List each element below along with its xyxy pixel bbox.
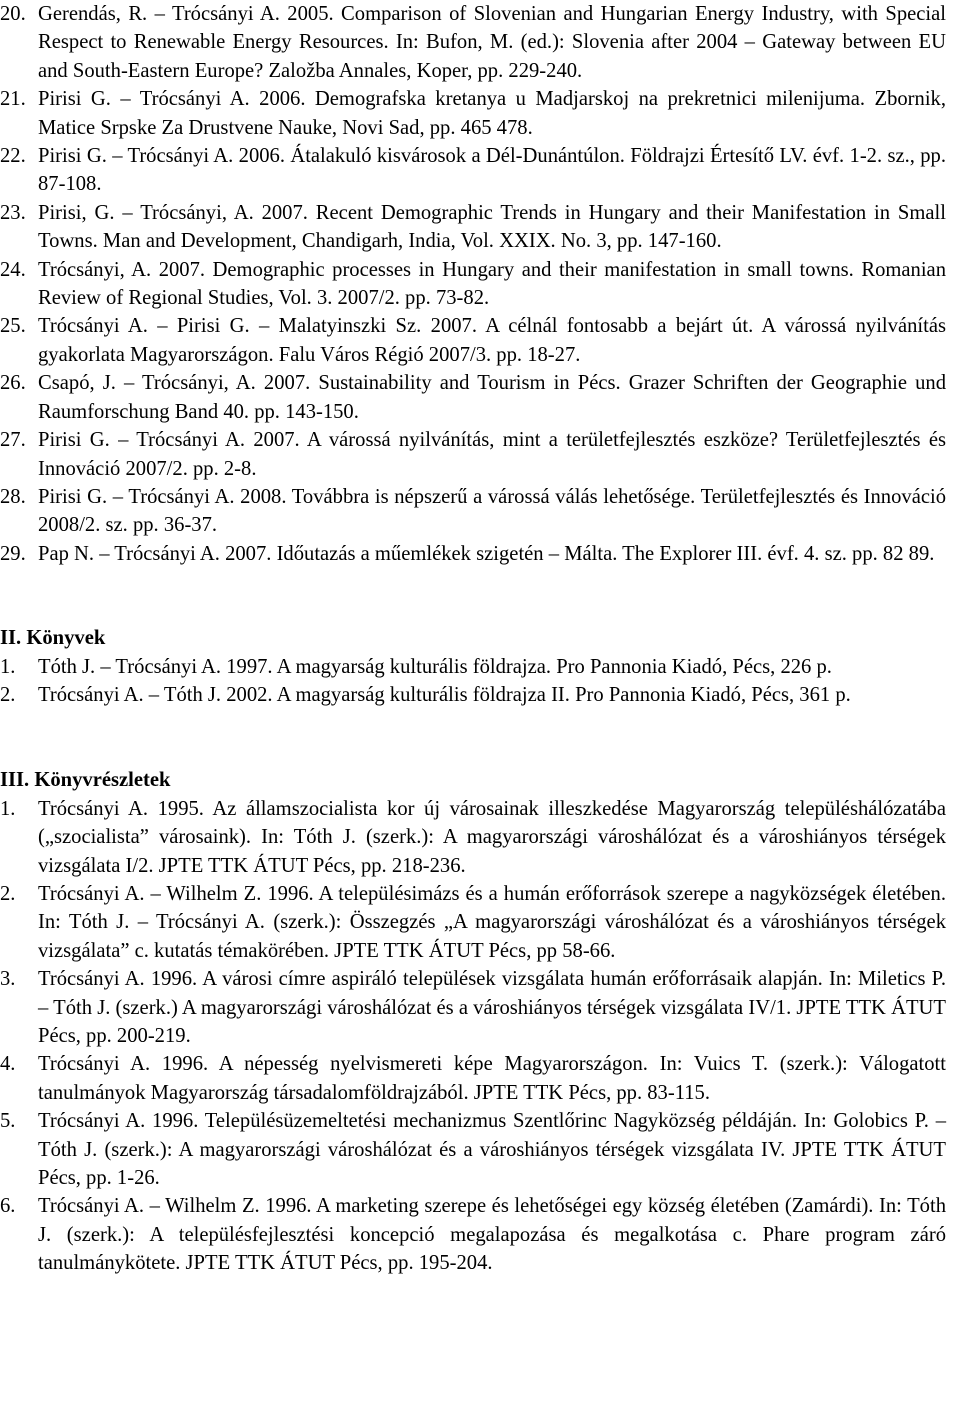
reference-number: 21. xyxy=(0,88,26,111)
reference-number: 20. xyxy=(0,3,26,25)
reference-number: 28. xyxy=(0,485,26,508)
reference-text: Tóth J. – Trócsányi A. 1997. A magyarság kulturális földrajza. Pro Pannonia Kiadó, Pécs, 226 p. xyxy=(38,655,832,678)
reference-text: Pirisi, G. – Trócsányi, A. 2007. Recent Demographic Trends in Hungary and their Manifestation in Small Towns. Man and Development, Chandigarh, India, Vol. XXIX. No. 3, pp. 147-160. xyxy=(38,201,946,253)
reference-entry xyxy=(0,540,946,568)
reference-number: 2. xyxy=(0,683,16,706)
reference-text: Trócsányi A. 1996. Településüzemeltetési mechanizmus Szentlőrinc Nagyközség példáján. In: Golobics P. – Tóth J. (szerk.): A magyarországi városhálózat és a városhiányos térségek vizsgálata IV. JPTE TTK ÁTUT Pécs, pp. 1-26. xyxy=(38,1110,946,1190)
reference-entry xyxy=(0,1192,946,1277)
reference-text: Pap N. – Trócsányi A. 2007. Időutazás a műemlékek szigetén – Málta. The Explorer III. évf. 4. sz. pp. 82 89. xyxy=(38,542,935,565)
publication-list-articles xyxy=(0,0,946,568)
reference-text: Pirisi G. – Trócsányi A. 2006. Demografska kretanya u Madjarskoj na prekretnici milenijuma. Zbornik, Matice Srpske Za Drustvene Nauke, Novi Sad, pp. 465 478. xyxy=(38,88,946,139)
reference-entry xyxy=(0,199,946,256)
reference-number: 25. xyxy=(0,315,26,338)
section-heading-book-chapters: III. Könyvrészletek xyxy=(0,769,171,792)
reference-entry xyxy=(0,483,946,540)
reference-number: 26. xyxy=(0,372,26,395)
reference-text: Gerendás, R. – Trócsányi A. 2005. Comparison of Slovenian and Hungarian Energy Industry, with Special Respect to Renewable Energy Resources. In: Bufon, M. (ed.): Slovenia after 2004 – Gateway between EU and South-Eastern Europe? Založba Annales, Koper, pp. 229-240. xyxy=(38,3,946,82)
reference-entry xyxy=(0,369,946,426)
reference-text: Pirisi G. – Trócsányi A. 2008. Továbbra is népszerű a várossá válás lehetősége. Területfejlesztés és Innováció 2008/2. sz. pp. 36-37. xyxy=(38,485,946,537)
reference-number: 29. xyxy=(0,542,26,565)
spacer xyxy=(0,709,946,766)
reference-entry xyxy=(0,795,946,880)
reference-number: 3. xyxy=(0,968,16,991)
reference-number: 6. xyxy=(0,1195,16,1218)
reference-entry xyxy=(0,142,946,199)
reference-text: Trócsányi A. – Wilhelm Z. 1996. A marketing szerepe és lehetőségei egy község életében (Zamárdi). In: Tóth J. (szerk.): A településfejlesztési koncepció megalapozása és megalkotása c. Phare program záró tanulmánykötete. JPTE TTK ÁTUT Pécs, pp. 195-204. xyxy=(38,1195,946,1275)
reference-text: Trócsányi, A. 2007. Demographic processes in Hungary and their manifestation in small towns. Romanian Review of Regional Studies, Vol. 3. 2007/2. pp. 73-82. xyxy=(38,258,946,310)
reference-entry xyxy=(0,85,946,142)
reference-text: Trócsányi A. 1996. A városi címre aspiráló települések vizsgálata humán erőforrásaik alapján. In: Miletics P. – Tóth J. (szerk.) A magyarországi városhálózat és a városhiányos térségek vizsgálata IV/1. JPTE TTK ÁTUT Pécs, pp. 200-219. xyxy=(38,968,946,1047)
reference-text: Trócsányi A. – Wilhelm Z. 1996. A településimázs és a humán erőforrások szerepe a nagyközségek életében. In: Tóth J. – Trócsányi A. (szerk.): Összegzés „A magyarországi városhálózat és a városhiányos térségek vizsgálata” c. kutatás témakörében. JPTE TTK ÁTUT Pécs, pp 58-66. xyxy=(38,882,946,962)
reference-entry xyxy=(0,0,946,85)
reference-entry xyxy=(0,426,946,483)
reference-number: 1. xyxy=(0,655,16,678)
reference-number: 4. xyxy=(0,1053,16,1076)
reference-entry xyxy=(0,1107,946,1192)
reference-text: Csapó, J. – Trócsányi, A. 2007. Sustainability and Tourism in Pécs. Grazer Schriften der Geographie und Raumforschung Band 40. pp. 143-150. xyxy=(38,372,946,423)
reference-text: Trócsányi A. 1996. A népesség nyelvismereti képe Magyarországon. In: Vuics T. (szerk.): Válogatott tanulmányok Magyarország társadalomföldrajzából. JPTE TTK Pécs, pp. 83-115. xyxy=(38,1053,946,1104)
reference-entry xyxy=(0,1050,946,1107)
section-heading-books: II. Könyvek xyxy=(0,627,106,650)
reference-entry xyxy=(0,256,946,313)
reference-entry xyxy=(0,312,946,369)
reference-number: 27. xyxy=(0,429,26,452)
reference-entry xyxy=(0,965,946,1050)
spacer xyxy=(0,568,946,624)
reference-text: Pirisi G. – Trócsányi A. 2007. A várossá nyilvánítás, mint a területfejlesztés eszköze? Területfejlesztés és Innováció 2007/2. pp. 2-8. xyxy=(38,429,946,480)
reference-number: 23. xyxy=(0,201,26,224)
reference-text: Trócsányi A. – Tóth J. 2002. A magyarság kulturális földrajza II. Pro Pannonia Kiadó, Pécs, 361 p. xyxy=(38,683,851,706)
reference-number: 2. xyxy=(0,882,16,905)
reference-number: 5. xyxy=(0,1110,16,1133)
reference-text: Trócsányi A. – Pirisi G. – Malatyinszki Sz. 2007. A célnál fontosabb a bejárt út. A várossá nyilvánítás gyakorlata Magyarországon. Falu Város Régió 2007/3. pp. 18-27. xyxy=(38,315,946,366)
reference-entry xyxy=(0,681,946,709)
publication-list-book-chapters xyxy=(0,795,946,1278)
reference-text: Trócsányi A. 1995. Az államszocialista kor új városainak illeszkedése Magyarország településhálózatába („szocialista” városaink). In: Tóth J. (szerk.): A magyarországi városhálózat és a városhiányos térségek vizsgálata I/2. JPTE TTK ÁTUT Pécs, pp. 218-236. xyxy=(38,797,946,877)
reference-text: Pirisi G. – Trócsányi A. 2006. Átalakuló kisvárosok a Dél-Dunántúlon. Földrajzi Értesítő LV. évf. 1-2. sz., pp. 87-108. xyxy=(38,145,946,196)
reference-entry xyxy=(0,880,946,965)
reference-entry xyxy=(0,653,946,681)
reference-number: 22. xyxy=(0,145,26,168)
publication-list-books xyxy=(0,653,946,710)
reference-number: 1. xyxy=(0,797,16,820)
reference-number: 24. xyxy=(0,258,26,281)
